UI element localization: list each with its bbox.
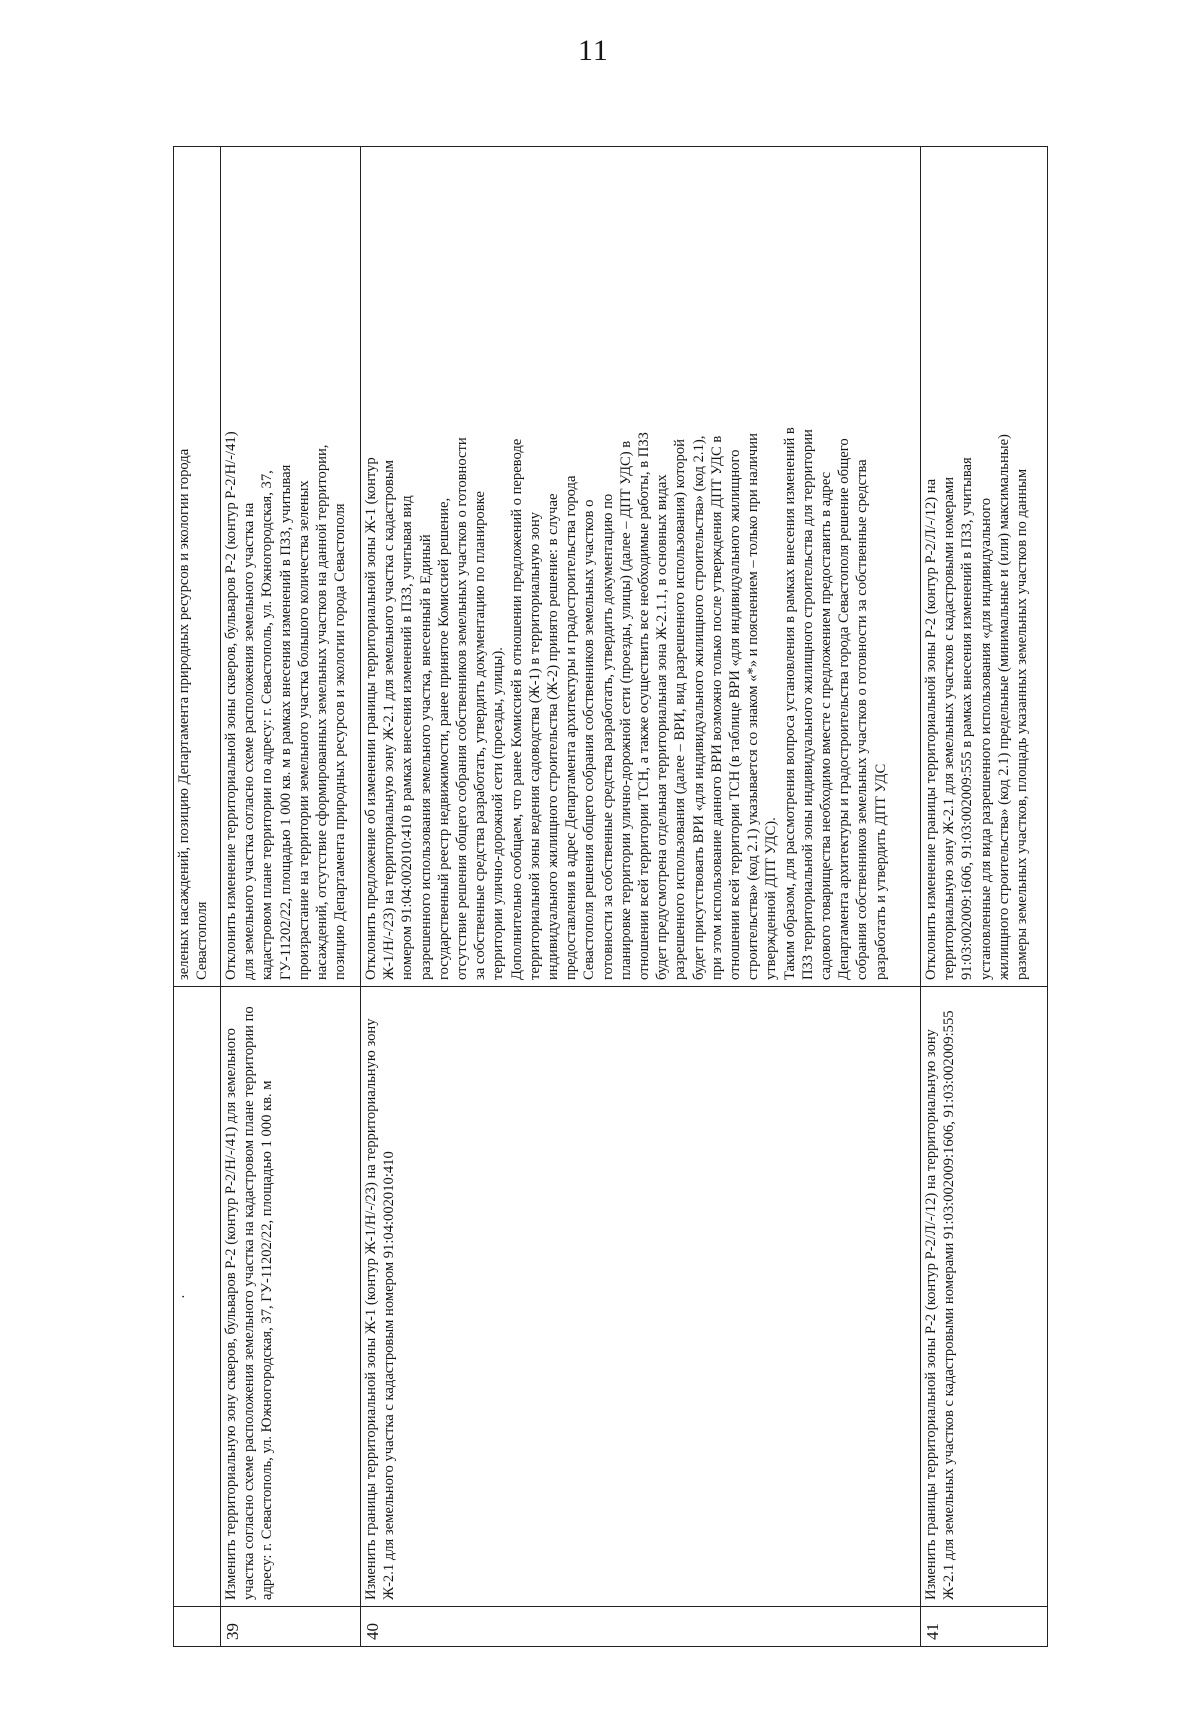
decision-cell bbox=[921, 147, 1048, 987]
proposal-cell: Изменить территориальную зону скверов, бульваров Р-2 (контур Р-2/Н/-/41) для земельного участка согласно схеме расположения земельного участка на кадастровом плане территории по адресу: г. Севастополь, ул. Южногородская, 37, ГУ-11202/22, площадью 1 000 кв. м bbox=[221, 987, 361, 1607]
decision-line: разработать и утвердить ДПТ УДС bbox=[872, 763, 889, 980]
decision-line: будет предусмотрена отдельная территориальная зона Ж-2.1.1, в основных видах bbox=[654, 474, 671, 980]
decision-line: отсутствие решения общего собрания собственников земельных участков о готовности bbox=[454, 437, 471, 980]
proposal-cell: Изменить границы территориальной зоны Р-2 (контур Р-2/Л/-/12) на территориальную зону Ж-2.1 для земельных участков с кадастровыми номерами 91:03:002009:1606, 91:03:002009:555 bbox=[921, 987, 1048, 1607]
decision-line: Отклонить изменение территориальной зоны скверов, бульваров Р-2 (контур Р-2/Н/-/41) bbox=[223, 431, 239, 980]
table-row bbox=[921, 147, 1048, 1647]
decision-cell bbox=[361, 147, 921, 987]
decision-line: Отклонить изменение границы территориальной зоны Р-2 (контур Р-2/Л/-/12) на bbox=[923, 478, 939, 980]
decision-line: при этом использование данного ВРИ возможно только после утверждения ДПТ УДС в bbox=[708, 435, 725, 980]
decisions-table bbox=[173, 146, 1048, 1647]
decision-line: номером 91:04:002010:410 в рамках внесения изменений в ПЗЗ, учитывая вид bbox=[399, 495, 416, 980]
table-row bbox=[221, 147, 361, 1647]
decision-line: предоставления в адрес Департамента архитектуры и градостроительства города bbox=[563, 475, 580, 980]
decision-line: будет присутствовать ВРИ «для индивидуального жилищного строительства» (код 2.1), bbox=[690, 435, 707, 980]
table-row bbox=[361, 147, 921, 1647]
decision-line: готовности за собственные средства разработать, утвердить документацию по bbox=[599, 493, 616, 980]
decision-line: Таким образом, для рассмотрения вопроса установления в рамках внесения изменений в bbox=[781, 427, 798, 980]
rotated-table-container bbox=[173, 147, 1047, 1647]
decision-line: установленные для вида разрешенного использования «для индивидуального bbox=[977, 497, 994, 980]
decision-line: ГУ-11202/22, площадью 1 000 кв. м в рамках внесения изменений в ПЗЗ, учитывая bbox=[277, 464, 294, 980]
decision-line: произрастание на территории земельного участка большого количества зеленых bbox=[295, 480, 312, 980]
decision-line: Ж-1/Н/-/23) на территориальную зону Ж-2.1 для земельного участка с кадастровым bbox=[381, 460, 398, 980]
decision-line: Севастополя решения общего собрания собственников земельных участков о bbox=[581, 499, 598, 980]
decision-line: Отклонить предложение об изменении границы территориальной зоны Ж-1 (контур bbox=[363, 457, 379, 980]
table-row bbox=[174, 147, 221, 1647]
decision-line: кадастровом плане территории по адресу: г. Севастополь, ул. Южногородская, 37, bbox=[259, 470, 276, 980]
decision-line: утвержденной ДПТ УДС). bbox=[763, 817, 780, 980]
decision-line: отношении всей территории ТСН, а также осуществить все необходимые работы, в ПЗЗ bbox=[636, 432, 653, 980]
decision-line: за собственные средства разработать, утвердить документацию по планировке bbox=[472, 491, 489, 980]
decision-line: планировке территории улично-дорожной сети (проезды, улицы) (далее – ДПТ УДС) в bbox=[617, 440, 634, 980]
decision-line: 91:03:002009:1606, 91:03:002009:555 в рамках внесения изменений в ПЗЗ, учитывая bbox=[959, 457, 976, 980]
decision-line: собрания собственников земельных участков о готовности за собственные средства bbox=[854, 459, 871, 980]
decision-line: территории улично-дорожной сети (проезды, улицы). bbox=[490, 647, 507, 980]
decision-line: строительства» (код 2.1) указывается со знаком «*» и пояснением – только при наличии bbox=[745, 433, 762, 980]
row-number-cell: 40 bbox=[361, 1607, 921, 1647]
decision-line: размеры земельных участков, площадь указанных земельных участков по данным bbox=[1014, 468, 1031, 980]
decision-line: Дополнительно сообщаем, что ранее Комиссией в отношении предложений о переводе bbox=[508, 438, 525, 980]
decision-cell bbox=[221, 147, 361, 987]
decision-line: индивидуального жилищного строительства (Ж-2) принято решение: в случае bbox=[545, 493, 562, 980]
decision-line: разрешенного использования земельного участка, внесенный в Единый bbox=[417, 534, 434, 980]
stray-dot-mark: · bbox=[176, 1294, 192, 1299]
decision-line: территориальную зону Ж-2.1 для земельных участков с кадастровыми номерами bbox=[941, 476, 958, 980]
decision-line: садового товарищества необходимо вместе с предложением предоставить в адрес bbox=[818, 471, 835, 980]
decision-line: территориальной зоны ведения садоводства (Ж-1) в территориальную зону bbox=[526, 511, 543, 980]
row-number-cell: 41 bbox=[921, 1607, 1048, 1647]
decision-line: Департамента архитектуры и градостроительства города Севастополя решение общего bbox=[836, 438, 853, 980]
row-number-cell: 39 bbox=[221, 1607, 361, 1647]
decision-line: Севастополя bbox=[194, 901, 211, 980]
decision-line: для земельного участка согласно схеме расположения земельного участка на bbox=[241, 502, 258, 980]
decision-line: отношении всей территории ТСН (в таблице ВРИ «для индивидуального жилищного bbox=[727, 449, 744, 980]
decision-line: жилищного строительства» (код 2.1) предельные (минимальные и (или) максимальные) bbox=[995, 434, 1012, 980]
proposal-cell: Изменить границы территориальной зоны Ж-1 (контур Ж-1/Н/-/23) на территориальную зону Ж-2.1 для земельного участка с кадастровым номером 91:04:002010:410 bbox=[361, 987, 921, 1607]
proposal-cell bbox=[174, 987, 221, 1607]
row-number-cell bbox=[174, 1607, 221, 1647]
page-number: 11 bbox=[578, 34, 609, 67]
decision-line: позицию Департамента природных ресурсов и экологии города Севастополя bbox=[332, 503, 349, 980]
decision-cell bbox=[174, 147, 221, 987]
decision-line: государственный реестр недвижимости, ранее принятое Комиссией решение, bbox=[435, 497, 452, 980]
decision-line: разрешенного использования (далее – ВРИ, вид разрешенного использования) которой bbox=[672, 439, 689, 980]
decision-line: насаждений, отсутствие сформированных земельных участков на данной территории, bbox=[314, 444, 331, 980]
decision-line: ПЗЗ территориальной зоны индивидуального жилищного строительства для территории bbox=[799, 429, 816, 980]
decision-line: зеленых насаждений, позицию Департамента природных ресурсов и экологии города bbox=[176, 448, 192, 980]
